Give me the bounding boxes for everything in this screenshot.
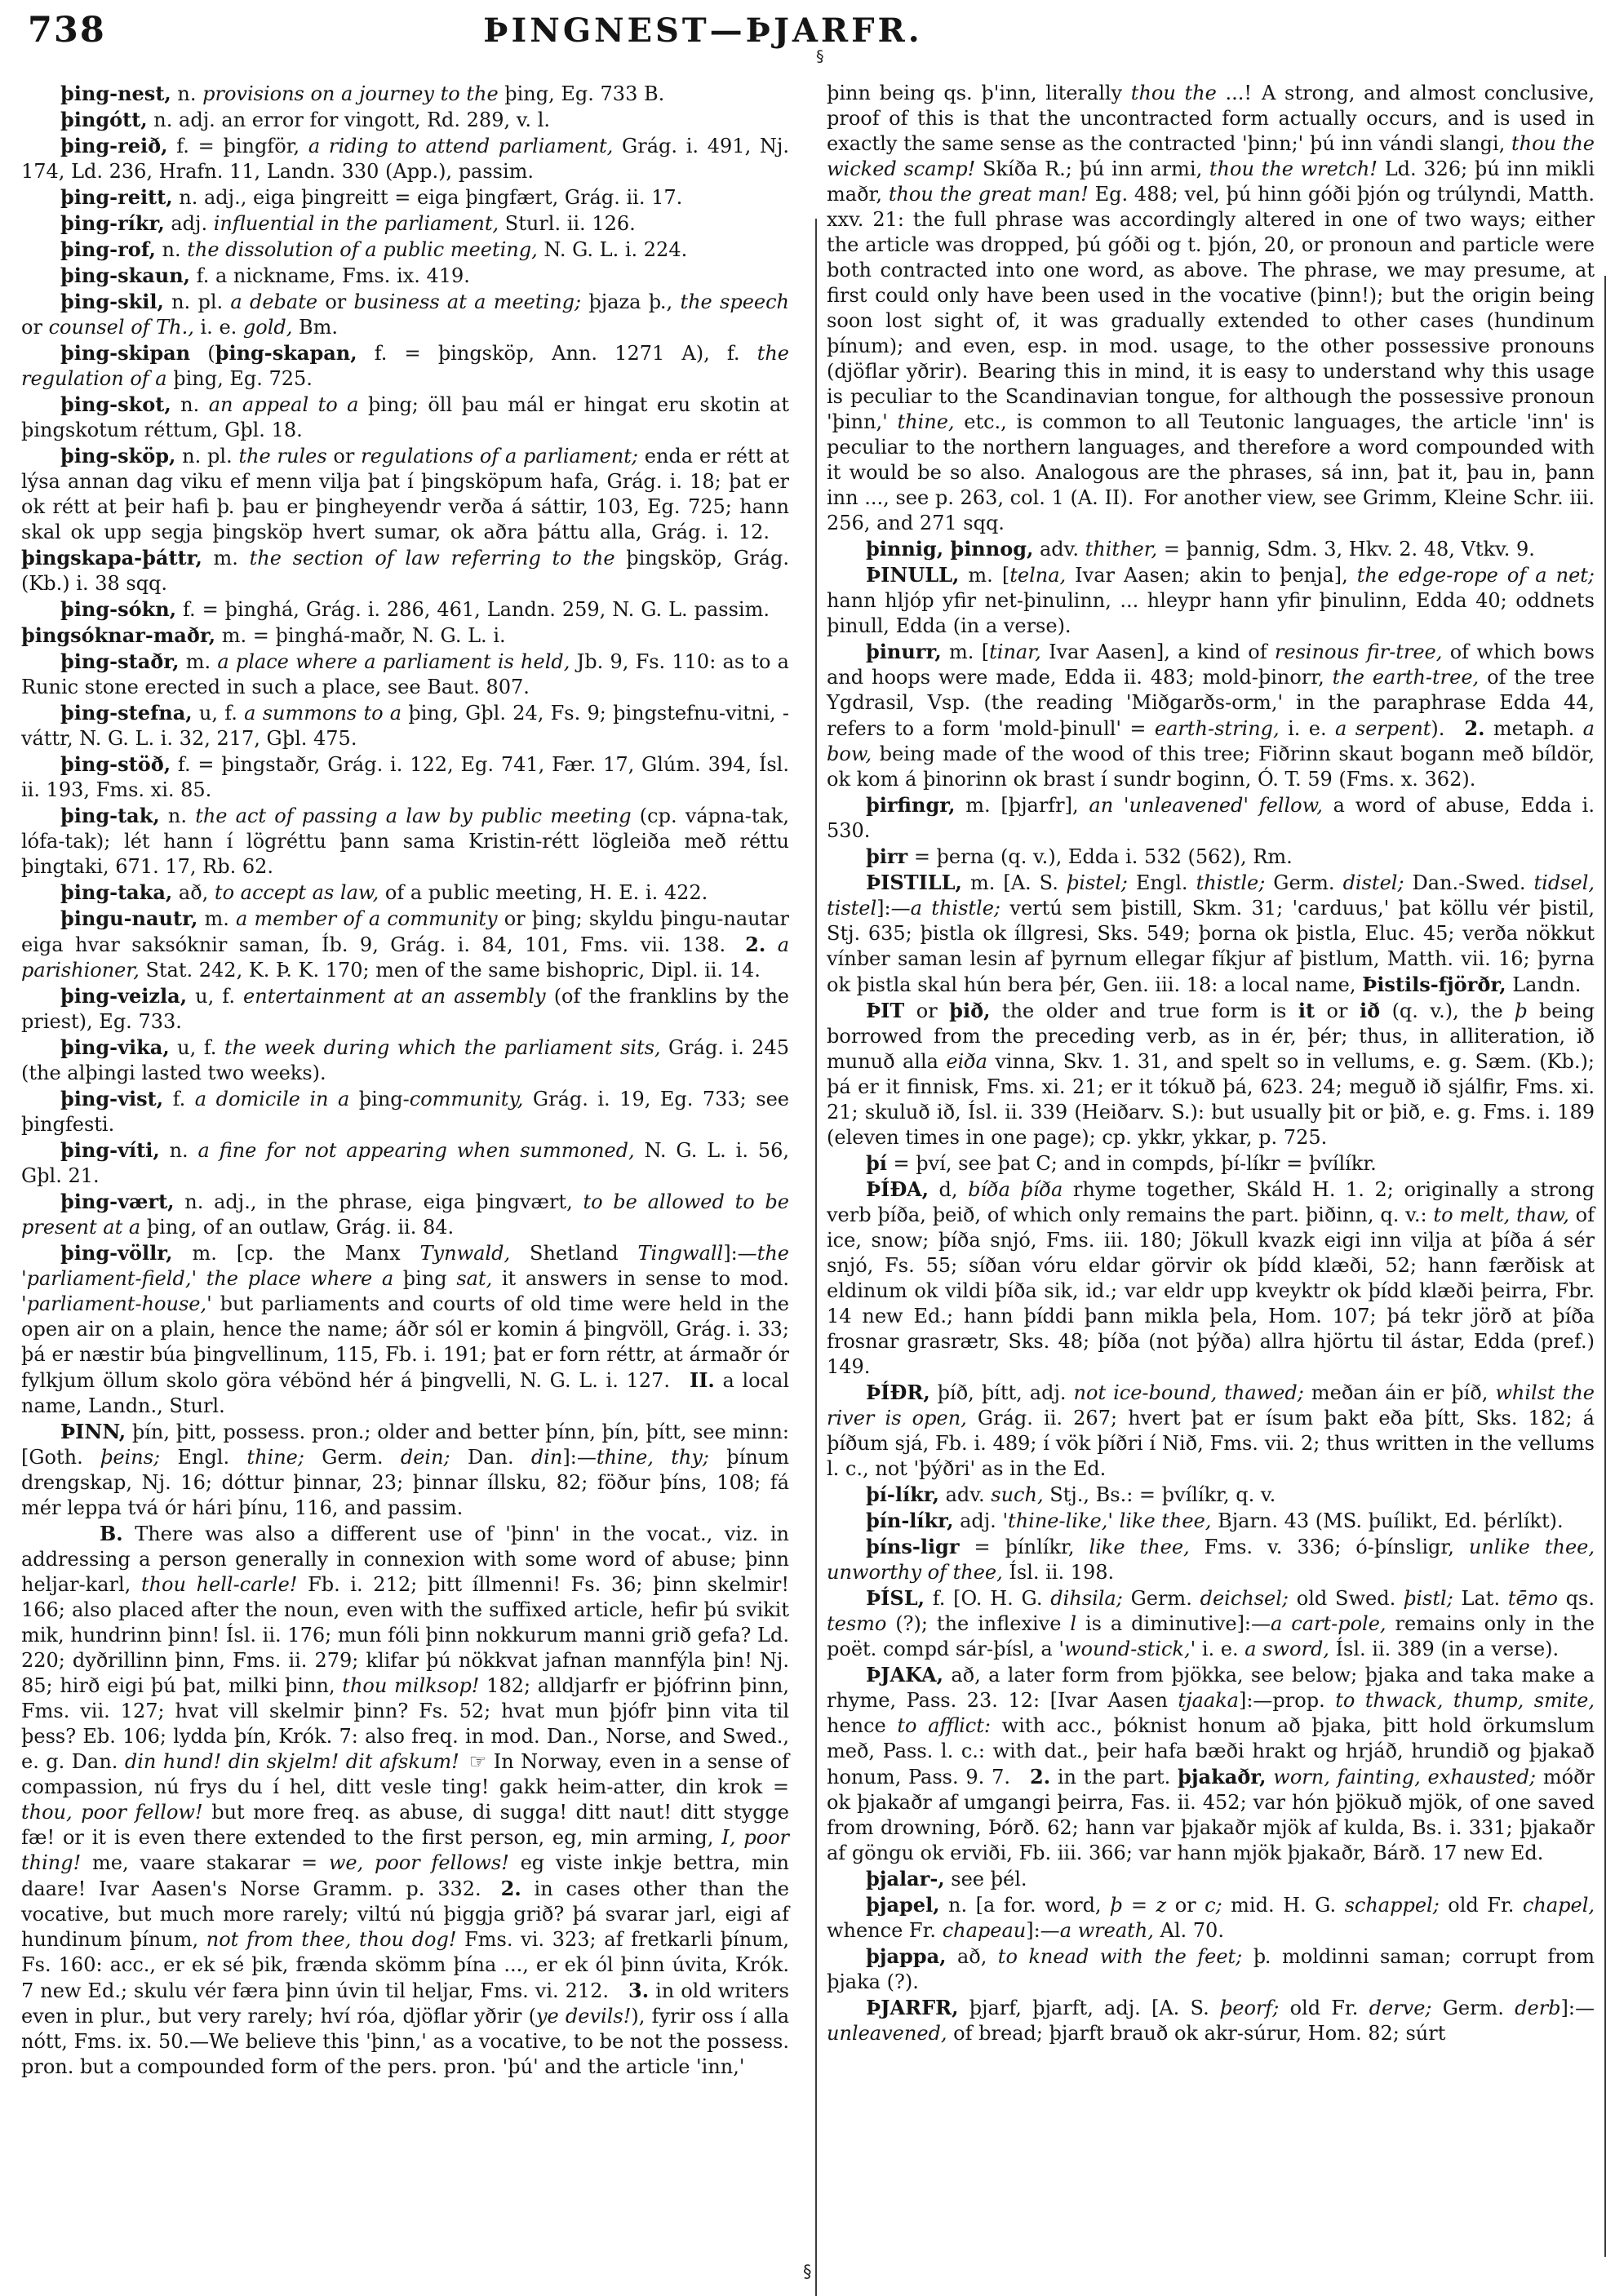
dictionary-entry: þing-taka, að, to accept as law, of a public meeting, H. E. i. 422. xyxy=(60,880,708,904)
dictionary-entry: ÞÍÐA, d, bíða þíða rhyme together, Skáld H. 1. 2; originally a strong verb þíða, þeið, of which only remains the part. þiðinn, q. v.: to melt, thaw, of ice, snow; þíða snjó, Fms. iii. 180; Jökull kvazk eigi inn vilja at þíða á sér snjó, Fs. 55; síðan vóru eldar görvir ok þídd klæði, 52; hann færðisk at eldinum ok vildi þíða sik, id.; var eldr upp kveyktr ok þídd klæði þeirra, Fbr. 14 new Ed.; hann þíddi þann mikla þela, Hom. 107; þá tekr jörð at þíða frosnar grasrætr, Sks. 48; þíða (not þýða) allra hjörtu til ástar, Edda (pref.) 149. xyxy=(827,1177,1595,1378)
dictionary-entry: þing-rof, n. the dissolution of a public meeting, N. G. L. i. 224. xyxy=(60,237,688,261)
printer-mark-bottom-icon: § xyxy=(803,2262,812,2281)
dictionary-entry: þing-vika, u, f. the week during which the parliament sits, Grág. i. 245 (the alþingi lasted two weeks). xyxy=(21,1035,789,1084)
dictionary-entry: þjalar-, see þél. xyxy=(866,1867,1027,1890)
running-head xyxy=(28,10,1587,55)
dictionary-entry: þing-víti, n. a fine for not appearing when summoned, N. G. L. i. 56, Gþl. 21. xyxy=(21,1138,789,1187)
dictionary-entry: þirr = þerna (q. v.), Edda i. 532 (562), Rm. xyxy=(866,844,1293,868)
dictionary-entry: þing-staðr, m. a place where a parliament is held, Jb. 9, Fs. 110: as to a Runic stone erected in such a place, see Baut. 807. xyxy=(21,649,789,698)
dictionary-entry: ÞJARFR, þjarf, þjarft, adj. [A. S. þeorf; old Fr. derve; Germ. derb]:—unleavened, of bread; þjarft brauð ok akr-súrur, Hom. 82; súrt xyxy=(827,1996,1595,2045)
dictionary-entry: þing-tak, n. the act of passing a law by public meeting (cp. vápna-tak, lófa-tak); lét hann í lögréttu þann sama Kristin-rétt lögleiða með réttu þingtaki, 671. 17, Rb. 62. xyxy=(21,804,790,878)
dictionary-entry: ÞÍÐR, þíð, þítt, adj. not ice-bound, thawed; meðan áin er þíð, whilst the river is open, Grág. ii. 267; hvert þat er ísum þakt eða þítt, Sks. 182; á þíðum sjá, Fb. i. 489; í vök þíðri í Nið, Fms. vii. 2; thus written in the vellums l. c., not 'þýðri' as in the Ed. xyxy=(827,1381,1595,1480)
dictionary-entry: þing-reið, f. = þingför, a riding to attend parliament, Grág. i. 491, Nj. 174, Ld. 236, Hrafn. 11, Landn. 330 (App.), passim. xyxy=(21,134,790,183)
page-number: 738 xyxy=(28,10,106,51)
dictionary-entry: þinurr, m. [tinar, Ivar Aasen], a kind of resinous fir-tree, of which bows and hoops were made, Edda ii. 483; mold-þinorr, the earth-tree, of the tree Ygdrasil, Vsp. (the reading 'Miðgarðs-orm,' in the paraphrase Edda 44, refers to a form 'mold-þinull' = earth-string, i. e. a serpent). 2. metaph. a bow, being made of the wood of this tree; Fiðrinn skaut bogann með bíldör, ok kom á þinorinn ok brast í sundr boginn, Ó. T. 59 (Fms. x. 362). xyxy=(827,640,1595,791)
dictionary-entry: þing-sköp, n. pl. the rules or regulations of a parliament; enda er rétt at lýsa annan dag viku ef menn vilja þat í þingsköpum hafa, Grág. i. 18; þat er ok rétt at þeir hafi þ. þau er þingheyendr verða á sáttir, 103, Eg. 725; hann skal ok upp segja þingsköp hvert sumar, ok aðra þáttu alla, Grág. i. 12. þingskapa-þáttr, m. the section of law referring to the þingsköp, Grág. (Kb.) i. 38 sqq. xyxy=(21,444,790,595)
dictionary-entry: þingótt, n. adj. an error for vingott, Rd. 289, v. l. xyxy=(60,108,550,131)
dictionary-entry: þing-skot, n. an appeal to a þing; öll þau mál er hingat eru skotin at þingskotum réttum, Gþl. 18. xyxy=(21,392,790,441)
dictionary-entry: þing-stefna, u, f. a summons to a þing, Gþl. 24, Fs. 9; þingstefnu-vitni, -váttr, N. G. L. i. 32, 217, Gþl. 475. xyxy=(21,701,790,750)
dictionary-entry: þing-veizla, u, f. entertainment at an assembly (of the franklins by the priest), Eg. 733. xyxy=(21,984,790,1033)
column-divider-rule xyxy=(815,219,817,2296)
dictionary-entry: þing-nest, n. provisions on a journey to the þing, Eg. 733 B. xyxy=(60,82,665,105)
left-column xyxy=(21,81,789,2080)
dictionary-entry: þí-líkr, adv. such, Stj., Bs.: = þvílíkr, q. v. xyxy=(866,1483,1276,1506)
dictionary-entry: ÞINULL, m. [telna, Ivar Aasen; akin to þenja], the edge-rope of a net; hann hljóp yfir net-þinulinn, ... hleypr hann yfir þinulinn, Edda 40; oddnets þinull, Edda (in a verse). xyxy=(827,563,1595,637)
dictionary-entry: þingu-nautr, m. a member of a community or þing; skyldu þingu-nautar eiga hvar saksóknir saman, Íb. 9, Grág. i. 84, 101, Fms. vii. 138. 2. a parishioner, Stat. 242, K. Þ. K. 170; men of the same bishopric, Dipl. ii. 14. xyxy=(21,906,790,982)
right-column xyxy=(827,81,1595,2080)
dictionary-entry: þing-vist, f. a domicile in a þing-community, Grág. i. 19, Eg. 733; see þingfesti. xyxy=(21,1087,789,1136)
dictionary-entry: ÞIT or þið, the older and true form is it or ið (q. v.), the þ being borrowed from the preceding verb, as in ér, þér; thus, in alliteration, ið munuð alla eiða vinna, Skv. 1. 31, and spelt so in vellums, e. g. Sæm. (Kb.); þá er it finnisk, Fms. xi. 21; er it tókuð þá, 623. 24; meguð ið sjálfir, Fms. xi. 21; skuluð ið, Ísl. ii. 339 (Heiðarv. S.): but usually þit or þið, e. g. Fms. i. 189 (eleven times in one page); cp. ykkr, ykkar, p. 725. xyxy=(827,999,1595,1149)
dictionary-entry: þing-völlr, m. [cp. the Manx Tynwald, Shetland Tingwall]:—the 'parliament-field,' the place where a þing sat, it answers in sense to mod. 'parliament-house,' but parliaments and courts of old time were held in the open air on a plain, hence the name; áðr sól er komin á þingvöll, Grág. i. 33; þá er næstir búa þingvellinum, 115, Fb. i. 191; þat er forn réttr, at ármaðr ór fylkjum öllum skolo göra vébönd hér á þingvelli, N. G. L. i. 127. II. a local name, Landn., Sturl. xyxy=(21,1241,789,1417)
page-title: ÞINGNEST—ÞJARFR. xyxy=(483,11,923,50)
dictionary-entry: ÞINN, þín, þitt, possess. pron.; older and better þínn, þín, þítt, see minn: [Goth. þeins; Engl. thine; Germ. dein; Dan. din]:—thine, thy; þínum drengskap, Nj. 16; dóttur þinnar, 23; þinnar íllsku, 82; föður þíns, 108; fá mér leppa tvá ór hári þínu, 116, and passim. xyxy=(21,1420,790,1519)
dictionary-entry: þjapel, n. [a for. word, þ = z or c; mid. H. G. schappel; old Fr. chapel, whence Fr. chapeau]:—a wreath, Al. 70. xyxy=(827,1893,1595,1942)
page-edge-rule xyxy=(1604,276,1606,2257)
dictionary-entry: B. There was also a different use of 'þinn' in the vocat., viz. in addressing a person generally in connexion with some word of abuse; þinn heljar-karl, thou hell-carle! Fb. i. 212; þitt íllmenni! Fs. 36; þinn skelmir! 166; also placed after the noun, even with the suffixed article, hefir þú svikit mik, hundrinn þinn! Ísl. ii. 176; mun fóli þinn nokkurum manni grið gefa? Ld. 220; dyðrillinn þinn, Fms. ii. 279; klifar þú nökkvat jafnan mannfýla þin! Nj. 85; hirð eigi þú þat, milki þinn, thou milksop! 182; alldjarfr er þjófrinn þinn, Fms. vii. 127; hvat vill skelmir þinn? Fs. 52; hvat mun þjófr þinn vita til þess? Eb. 106; lydda þín, Krók. 7: also freq. in mod. Dan., Norse, and Swed., e. g. Dan. din hund! din skjelm! dit afskum! ☞ In Norway, even in a sense of compassion, nú frys du í hel, ditt vesle ting! gakk heim-atter, din krok = thou, poor fellow! but more freq. as abuse, di sugga! ditt naut! ditt stygge fæ! or it is even there extended to the first person, eg, min arming, I, poor thing! me, vaare stakarar = we, poor fellows! eg viste inkje bettra, min daare! Ivar Aasen's Norse Gramm. p. 332. 2. in cases other than the vocative, but much more rarely; viltú nú þiggja grið? þá svarar jarl, eigi af hundinum þínum, not from thee, thou dog! Fms. vi. 323; af fretkarli þínum, Fs. 160: acc., er ek sé þik, frænda skömm þína ..., er ek ól þinn úvita, Krók. 7 new Ed.; skulu vér færa þinn úvin til heljar, Fms. vi. 212. 3. in old writers even in plur., but very rarely; hví róa, djöflar yðrir (ye devils!), fyrir oss í alla nótt, Fms. ix. 50.—We believe this 'þinn,' as a vocative, to be not the possess. pron. but a compounded form of the pers. pron. 'þú' and the article 'inn,' xyxy=(21,1522,790,2078)
dictionary-entry: þinnig, þinnog, adv. thither, = þannig, Sdm. 3, Hkv. 2. 48, Vtkv. 9. xyxy=(866,537,1535,561)
dictionary-entry: þín-líkr, adj. 'thine-like,' like thee, Bjarn. 43 (MS. þuílikt, Ed. þérlíkt). xyxy=(866,1509,1564,1532)
dictionary-entry: þing-ríkr, adj. influential in the parliament, Sturl. ii. 126. xyxy=(60,211,636,235)
dictionary-entry: þing-sókn, f. = þinghá, Grág. i. 286, 461, Landn. 259, N. G. L. passim. þingsóknar-maðr, m. = þinghá-maðr, N. G. L. i. xyxy=(21,597,789,647)
dictionary-entry: þirfingr, m. [þjarfr], an 'unleavened' fellow, a word of abuse, Edda i. 530. xyxy=(827,793,1595,842)
dictionary-entry: þing-reitt, n. adj., eiga þingreitt = eiga þingfært, Grág. ii. 17. xyxy=(60,185,683,209)
dictionary-entry: þing-skil, n. pl. a debate or business at a meeting; þjaza þ., the speech or counsel of Th., i. e. gold, Bm. xyxy=(21,290,789,339)
printer-mark-top-icon: § xyxy=(816,47,824,65)
dictionary-entry: þíns-ligr = þínlíkr, like thee, Fms. v. 336; ó-þínsligr, unlike thee, unworthy of thee, Ísl. ii. 198. xyxy=(827,1535,1595,1584)
dictionary-entry: þing-skipan (þing-skapan, f. = þingsköp, Ann. 1271 A), f. the regulation of a þing, Eg. 725. xyxy=(21,341,790,390)
dictionary-entry: þing-vært, n. adj., in the phrase, eiga þingvært, to be allowed to be present at a þing, of an outlaw, Grág. ii. 84. xyxy=(21,1190,789,1239)
dictionary-entry: þing-skaun, f. a nickname, Fms. ix. 419. xyxy=(60,264,470,287)
dictionary-entry: þinn being qs. þ'inn, literally thou the ...! A strong, and almost conclusive, proof of this is that the uncontracted form actually occurs, and is used in exactly the same sense as the contracted 'þinn;' þú inn vándi slangi, thou the wicked scamp! Skíða R.; þú inn armi, thou the wretch! Ld. 326; þú inn mikli maðr, thou the great man! Eg. 488; vel, þú hinn góði þjón og trúlyndi, Matth. xxv. 21: the full phrase was accordingly altered in one of two ways; either the article was dropped, þú góði og t. þjón, 20, or pronoun and particle were both contracted into one word, as above. The phrase, we may presume, at first could only have been used in the vocative (þinn!); but the origin being soon lost sight of, it was gradually extended to other cases (hundinum þínum); and even, esp. in mod. usage, to the other possessive pronouns (djöflar yðrir). Bearing this in mind, it is easy to understand why this usage is peculiar to the Scandinavian tongue, for although the possessive pronoun 'þinn,' thine, etc., is common to all Teutonic languages, the article 'inn' is peculiar to the northern languages, and therefore a word compounded with it would be so also. Analogous are the phrases, sá inn, þat it, þau in, þann inn ..., see p. 263, col. 1 (A. II). For another view, see Grimm, Kleine Schr. iii. 256, and 271 sqq. xyxy=(827,82,1595,534)
text-columns xyxy=(21,81,1595,2080)
dictionary-entry: ÞÍSL, f. [O. H. G. dihsila; Germ. deichsel; old Swed. þistl; Lat. tēmo qs. tesmo (?); the inflexive l is a diminutive]:—a cart-pole, remains only in the poët. compd sár-þísl, a 'wound-stick,' i. e. a sword, Ísl. ii. 389 (in a verse). xyxy=(827,1586,1595,1660)
dictionary-entry: þí = því, see þat C; and in compds, þí-líkr = þvílíkr. xyxy=(866,1151,1377,1175)
dictionary-entry: ÞJAKA, að, a later form from þjökka, see below; þjaka and taka make a rhyme, Pass. 23. 12: [Ivar Aasen tjaaka]:—prop. to thwack, thump, smite, hence to afflict: with acc., þóknist honum að þjaka, þitt hold örkumslum með, Pass. l. c.: with dat., þeir hafa bæði hrakt og hrjáð, hrundið og þjakað honum, Pass. 9. 7. 2. in the part. þjakaðr, worn, fainting, exhausted; móðr ok þjakaðr af umgangi þeirra, Fas. ii. 452; var hón þjökuð mjök, of one saved from drowning, Þórð. 62; hann var þjakaðr mjök af kulda, Bs. i. 331; þjakaðr af göngu ok erviði, Fb. iii. 366; var hann mjök þjakaðr, Bárð. 17 new Ed. xyxy=(827,1663,1595,1864)
dictionary-entry: þing-stöð, f. = þingstaðr, Grág. i. 122, Eg. 741, Fær. 17, Glúm. 394, Ísl. ii. 193, Fms. xi. 85. xyxy=(21,752,789,801)
dictionary-entry: þjappa, að, to knead with the feet; þ. moldinni saman; corrupt from þjaka (?). xyxy=(827,1944,1595,1993)
dictionary-entry: ÞISTILL, m. [A. S. þistel; Engl. thistle; Germ. distel; Dan.-Swed. tidsel, tistel]:—a thistle; vertú sem þistill, Skm. 31; 'carduus,' þat köllu vér þistil, Stj. 635; þistla ok íllgresi, Sks. 549; þorna ok þistla, Eluc. 45; verða nökkut vínber saman lesin af þyrnum ellegar fíkjur af þistlum, Matth. vii. 16; þyrna ok þistla skal hún bera þér, Gen. iii. 18: a local name, Þistils-fjörðr, Landn. xyxy=(827,871,1595,996)
